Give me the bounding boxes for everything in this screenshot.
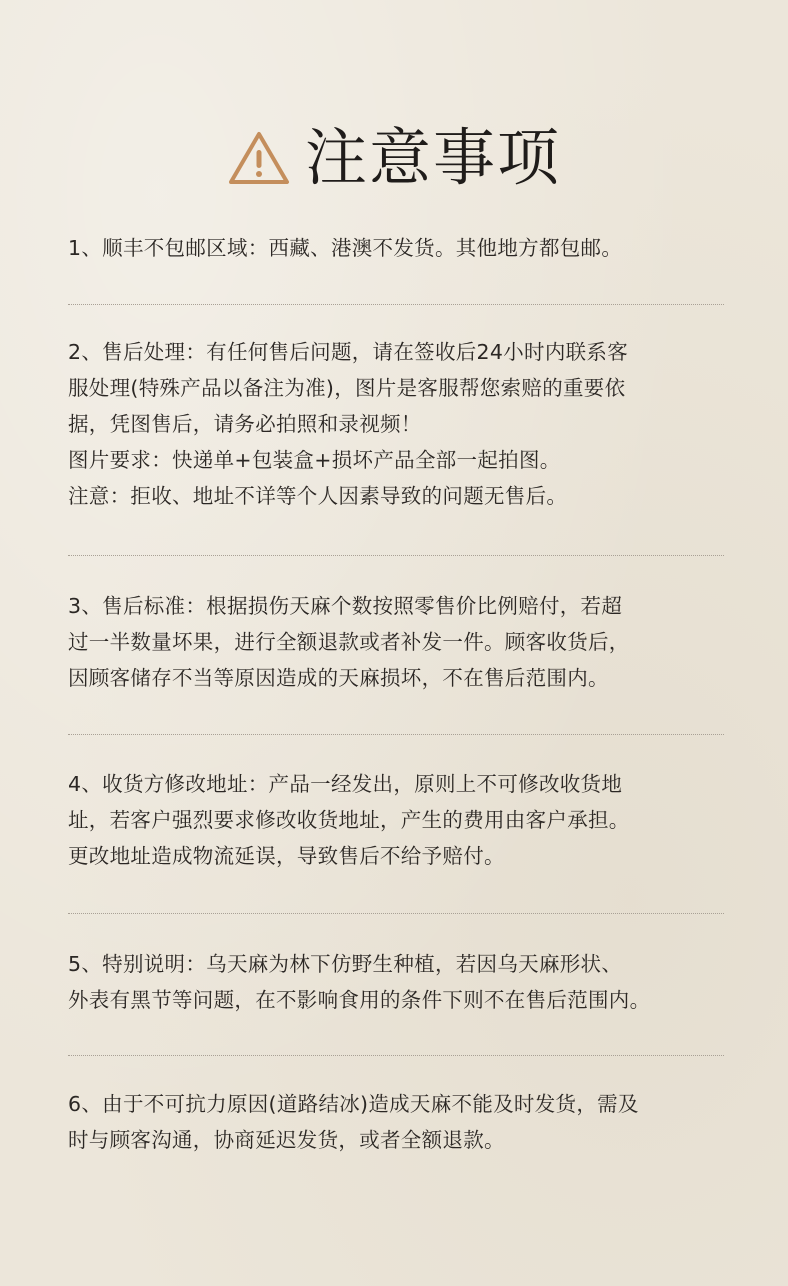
header	[0, 122, 788, 194]
notice-item-2	[68, 334, 728, 514]
notice-item-1	[68, 230, 728, 266]
notice-line: 3、售后标准：根据损伤天麻个数按照零售价比例赔付，若超	[68, 594, 623, 618]
notice-line: 4、收货方修改地址：产品一经发出，原则上不可修改收货地	[68, 772, 623, 796]
notice-item-3	[68, 588, 728, 696]
divider	[68, 734, 724, 735]
notice-item-6	[68, 1086, 728, 1158]
notice-line: 过一半数量坏果，进行全额退款或者补发一件。顾客收货后，	[68, 630, 630, 654]
notice-line: 时与顾客沟通，协商延迟发货，或者全额退款。	[68, 1128, 505, 1152]
notice-item-5	[68, 946, 728, 1018]
divider	[68, 555, 724, 556]
notice-line: 服处理(特殊产品以备注为准)，图片是客服帮您索赔的重要依	[68, 376, 626, 400]
divider	[68, 1055, 724, 1056]
notice-line: 更改地址造成物流延误，导致售后不给予赔付。	[68, 844, 505, 868]
notice-line: 2、售后处理：有任何售后问题，请在签收后24小时内联系客	[68, 340, 629, 364]
notice-line: 1、顺丰不包邮区域：西藏、港澳不发货。其他地方都包邮。	[68, 236, 623, 260]
divider	[68, 304, 724, 305]
notice-line: 外表有黑节等问题，在不影响食用的条件下则不在售后范围内。	[68, 988, 651, 1012]
notice-line: 据，凭图售后，请务必拍照和录视频！	[68, 412, 422, 436]
notice-line: 5、特别说明：乌天麻为林下仿野生种植，若因乌天麻形状、	[68, 952, 623, 976]
divider	[68, 913, 724, 914]
notice-item-4	[68, 766, 728, 874]
page-title: 注意事项	[304, 121, 561, 194]
notice-line: 图片要求：快递单+包装盒+损坏产品全部一起拍图。	[68, 448, 561, 472]
warning-icon	[227, 130, 291, 186]
notice-line: 6、由于不可抗力原因(道路结冰)造成天麻不能及时发货，需及	[68, 1092, 639, 1116]
notice-line: 因顾客储存不当等原因造成的天麻损坏，不在售后范围内。	[68, 666, 609, 690]
notice-line: 址，若客户强烈要求修改收货地址，产生的费用由客户承担。	[68, 808, 630, 832]
notice-line: 注意：拒收、地址不详等个人因素导致的问题无售后。	[68, 484, 568, 508]
